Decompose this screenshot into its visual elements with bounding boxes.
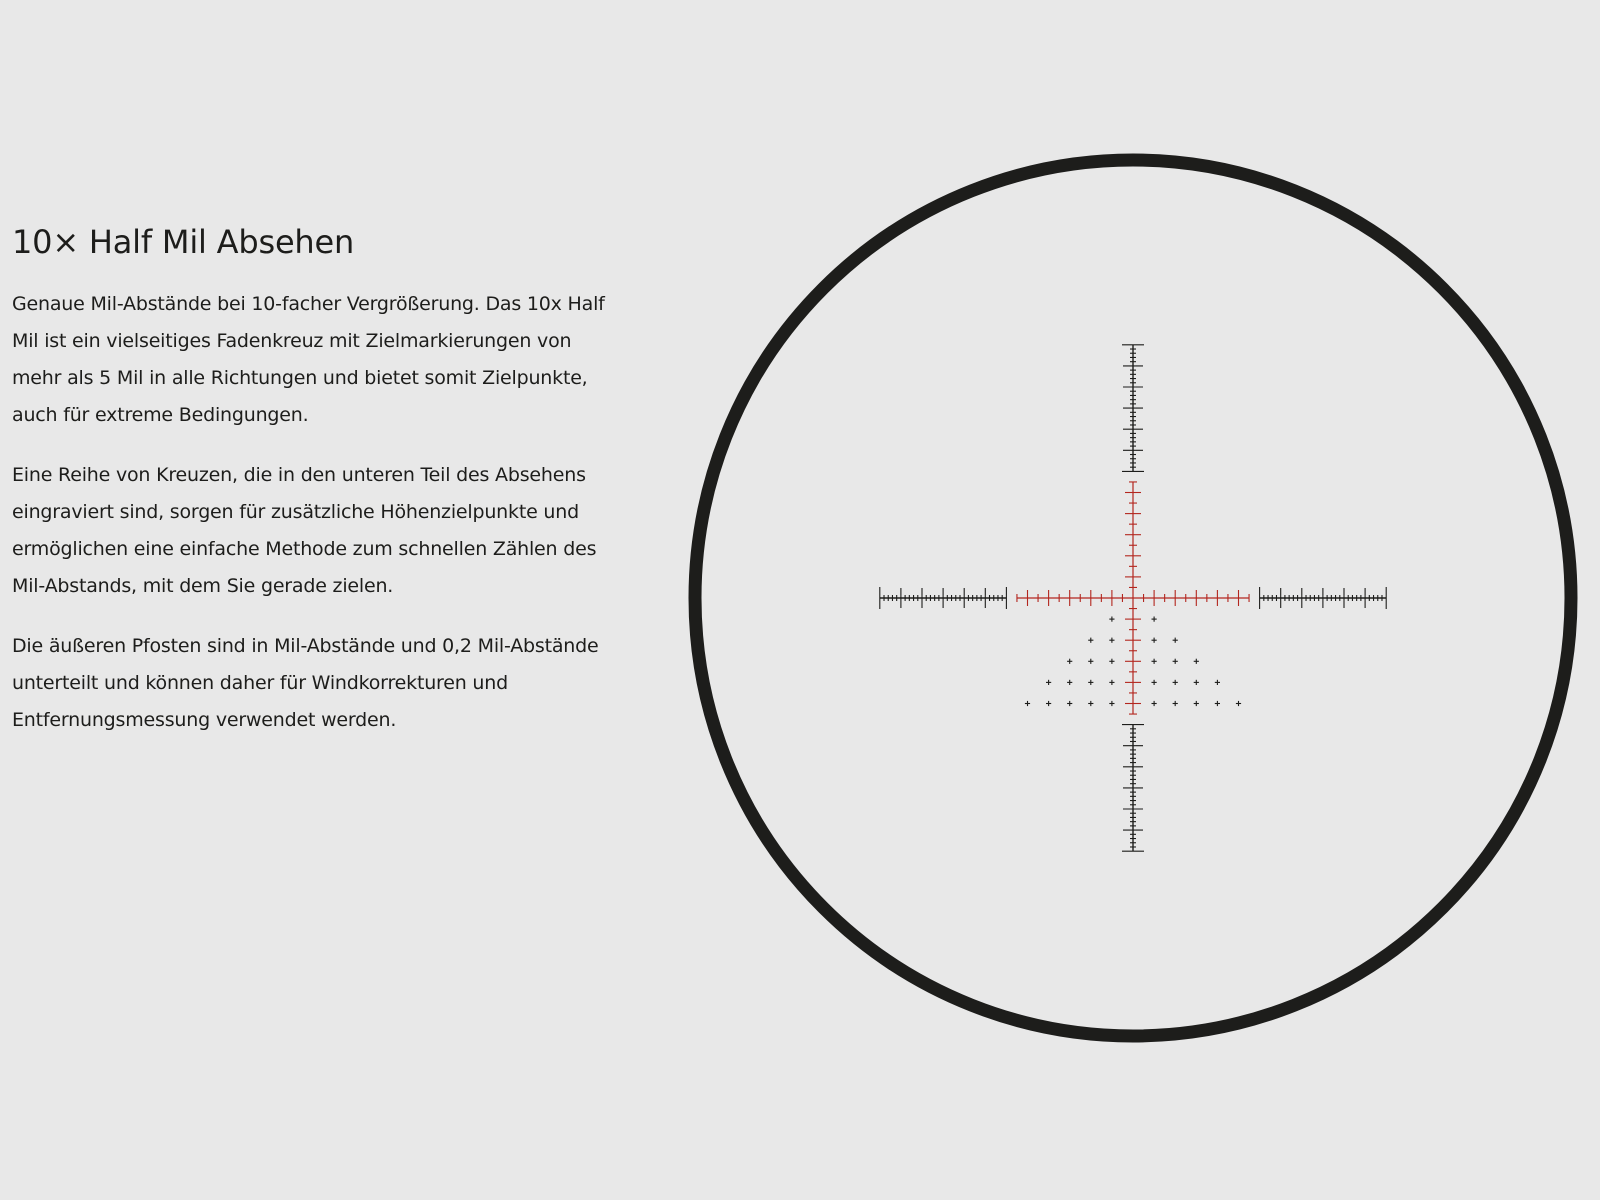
holdover-cross <box>1109 680 1114 685</box>
holdover-cross <box>1109 638 1114 643</box>
holdover-cross <box>1194 701 1199 706</box>
holdover-cross <box>1194 680 1199 685</box>
holdover-cross <box>1173 638 1178 643</box>
holdover-cross <box>1088 680 1093 685</box>
holdover-cross <box>1025 701 1030 706</box>
page-title: 10× Half Mil Absehen <box>12 223 355 261</box>
holdover-cross <box>1194 659 1199 664</box>
description-paragraph-3: Die äußeren Pfosten sind in Mil-Abstände und 0,2 Mil-Abstände unterteilt und können daher für Windkorrekturen und Entfernungsmessung verwendet werden. <box>12 634 599 731</box>
description-paragraph-2: Eine Reihe von Kreuzen, die in den unteren Teil des Absehens eingraviert sind, sorgen für zusätzliche Höhenzielpunkte und ermöglichen eine einfache Methode zum schnellen Zählen des Mil-Abstands, mit dem Sie gerade zielen. <box>12 463 597 597</box>
holdover-cross <box>1088 701 1093 706</box>
holdover-cross <box>1109 617 1114 622</box>
holdover-cross <box>1236 701 1241 706</box>
holdover-cross <box>1215 701 1220 706</box>
description-paragraph-1: Genaue Mil-Abstände bei 10-facher Vergrößerung. Das 10x Half Mil ist ein vielseitiges Fadenkreuz mit Zielmarkierungen von mehr als 5 Mil in alle Richtungen und bietet somit Zielpunkte, auch für extreme Bedingungen. <box>12 292 605 426</box>
holdover-cross <box>1173 701 1178 706</box>
holdover-cross <box>1109 701 1114 706</box>
holdover-cross <box>1152 638 1157 643</box>
holdover-cross <box>1088 659 1093 664</box>
holdover-cross <box>1067 701 1072 706</box>
holdover-cross <box>1109 659 1114 664</box>
holdover-cross <box>1067 680 1072 685</box>
holdover-cross <box>1173 659 1178 664</box>
center-cross <box>1017 482 1249 714</box>
holdover-cross <box>1173 680 1178 685</box>
holdover-cross <box>1215 680 1220 685</box>
holdover-cross <box>1152 617 1157 622</box>
holdover-cross <box>1152 701 1157 706</box>
holdover-cross <box>1046 680 1051 685</box>
holdover-cross <box>1088 638 1093 643</box>
holdover-cross <box>1152 659 1157 664</box>
holdover-cross <box>1046 701 1051 706</box>
holdover-cross <box>1067 659 1072 664</box>
holdover-cross <box>1152 680 1157 685</box>
